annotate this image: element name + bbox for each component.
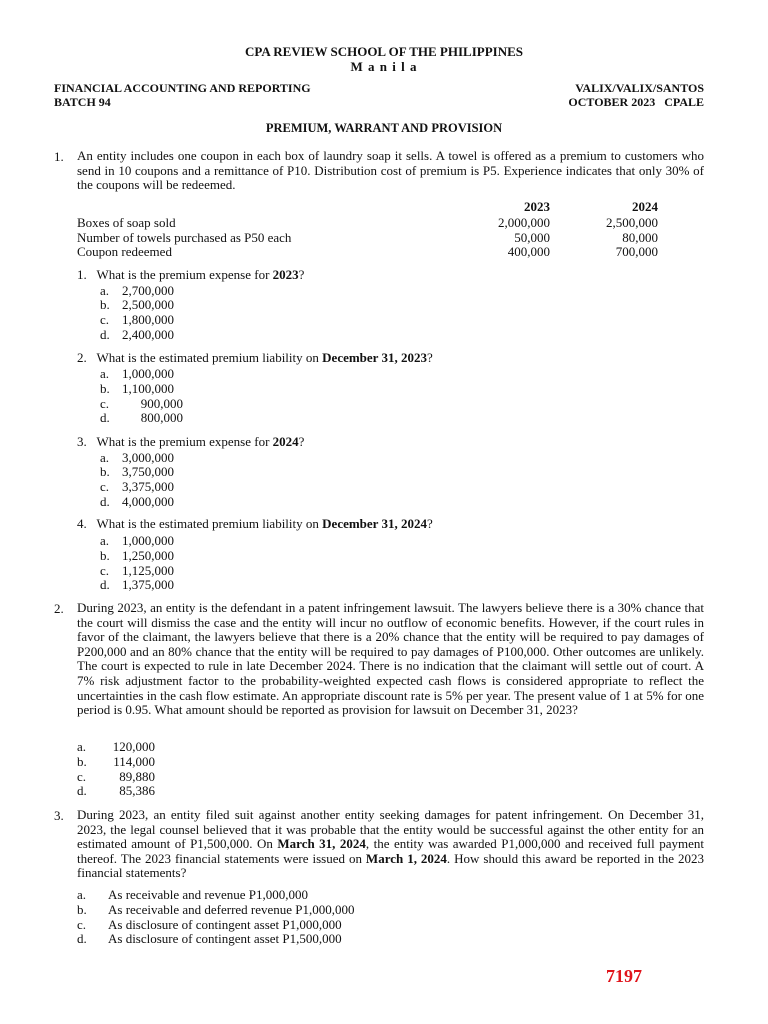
option-value: 1,375,000 <box>122 577 174 592</box>
option-value: As disclosure of contingent asset P1,000,000 <box>108 917 342 932</box>
answer-option[interactable] <box>100 464 174 480</box>
question-text-part: During 2023, an entity filed suit against another entity seeking damages for patent infringement. On December 31, 2023, the legal counsel believed that it was probable that the entity would be successful against the other entity for an estimated amount of P1,500,000. On <box>77 807 704 852</box>
option-letter: d. <box>100 410 110 425</box>
sub-question-emphasis: December 31, 2023 <box>322 350 427 365</box>
option-value: 3,375,000 <box>122 479 174 494</box>
option-value: 3,750,000 <box>122 464 174 479</box>
table-cell: 2,500,000 <box>606 215 658 230</box>
option-value: 1,250,000 <box>122 548 174 563</box>
answer-option[interactable] <box>100 577 174 593</box>
sub-question-number: 1. <box>77 267 87 282</box>
answer-option[interactable] <box>100 479 174 495</box>
option-value: 900,000 <box>140 396 183 411</box>
option-value: 1,000,000 <box>122 366 174 381</box>
option-value: 89,880 <box>119 769 155 784</box>
table-header-2024: 2024 <box>632 199 658 214</box>
answer-option[interactable] <box>100 297 174 313</box>
sub-question-mark: ? <box>426 516 433 531</box>
option-value: 1,800,000 <box>122 312 174 327</box>
question-text-part: . How should this award be reported in the 2023 financial statements? <box>77 850 704 881</box>
question-text: An entity includes one coupon in each box of laundry soap it sells. A towel is offered as a premium to customers who send in 10 coupons and a remittance of P10. Distribution cost of premium is P5. Experience indicates that only 30% of the coupons will be redeemed. <box>77 148 704 193</box>
answer-option[interactable] <box>100 533 174 549</box>
table-row-label: Boxes of soap sold <box>77 215 176 230</box>
option-value: As disclosure of contingent asset P1,500,000 <box>108 931 342 946</box>
sub-question-emphasis: 2024 <box>272 434 299 449</box>
sub-question-text: What is the estimated premium liability on <box>96 350 323 365</box>
option-value: 85,386 <box>119 783 155 798</box>
option-value: As receivable and deferred revenue P1,000,000 <box>108 902 355 917</box>
table-cell: 700,000 <box>615 244 658 259</box>
option-letter: d. <box>100 494 110 509</box>
question-number: 3. <box>54 808 64 823</box>
page-number: 7197 <box>606 966 642 986</box>
sub-question-text: What is the premium expense for <box>96 267 273 282</box>
sub-question-mark: ? <box>298 267 305 282</box>
answer-option[interactable] <box>100 381 174 397</box>
option-letter: b. <box>77 754 87 769</box>
option-value: 120,000 <box>112 739 155 754</box>
question-number: 2. <box>54 601 64 616</box>
option-letter: d. <box>77 931 87 946</box>
table-row-label: Number of towels purchased as P50 each <box>77 230 292 245</box>
sub-question-emphasis: December 31, 2024 <box>322 516 427 531</box>
option-value: 114,000 <box>113 754 155 769</box>
option-letter: d. <box>100 327 110 342</box>
sub-question-mark: ? <box>426 350 433 365</box>
option-letter: d. <box>100 577 110 592</box>
question-emphasis: March 31, 2024 <box>277 836 366 852</box>
table-cell: 80,000 <box>622 230 658 245</box>
answer-option[interactable] <box>100 327 174 343</box>
sub-question-number: 4. <box>77 516 87 531</box>
option-letter: b. <box>77 902 87 917</box>
option-letter: a. <box>100 533 110 548</box>
option-letter: b. <box>100 464 110 479</box>
table-cell: 50,000 <box>514 230 550 245</box>
option-value: 1,000,000 <box>122 533 174 548</box>
option-letter: c. <box>100 396 110 411</box>
option-value: 4,000,000 <box>122 494 174 509</box>
exam-date: OCTOBER 2023 CPALE <box>568 95 704 109</box>
city: M a n i l a <box>350 59 418 74</box>
option-letter: c. <box>77 917 87 932</box>
sub-question-number: 3. <box>77 434 87 449</box>
question-text: During 2023, an entity is the defendant in a patent infringement lawsuit. The lawyers believe there is a 30% chance that the court will dismiss the case and the entity will incur no outflow of economic benefits. However, if the court rules in favor of the claimant, the lawyers believe that there is a 20% chance that the entity will be required to pay damages of P200,000 and an 80% chance that the entity will be required to pay damages of P100,000. Other outcomes are unlikely. The court is expected to rule in late December 2024. There is no indication that the claimant will settle out of court. A 7% risk adjustment factor to the probability-weighted expected cash flows is considered appropriate to reflect the uncertainties in the cash flow estimate. An appropriate discount rate is 5% per year. The present value of 1 at 5% for one period is 0.95. What amount should be reported as provision for lawsuit on December 31, 2023? <box>77 600 704 718</box>
option-value: 1,100,000 <box>122 381 174 396</box>
answer-option[interactable] <box>100 548 174 564</box>
option-letter: c. <box>100 479 110 494</box>
answer-option[interactable] <box>77 739 155 755</box>
option-letter: b. <box>100 297 110 312</box>
sub-question-number: 2. <box>77 350 87 365</box>
table-header-2023: 2023 <box>524 199 550 214</box>
option-value: 800,000 <box>140 410 183 425</box>
option-value: 2,500,000 <box>122 297 174 312</box>
option-value: 2,400,000 <box>122 327 174 342</box>
subject: FINANCIAL ACCOUNTING AND REPORTING <box>54 81 311 95</box>
option-letter: b. <box>100 381 110 396</box>
answer-option[interactable] <box>77 931 342 947</box>
authors: VALIX/VALIX/SANTOS <box>575 81 704 95</box>
option-letter: b. <box>100 548 110 563</box>
topic-title: PREMIUM, WARRANT AND PROVISION <box>265 121 503 135</box>
option-letter: a. <box>100 366 110 381</box>
sub-question <box>77 267 304 283</box>
batch: BATCH 94 <box>54 95 111 109</box>
option-letter: a. <box>77 739 87 754</box>
answer-option[interactable] <box>77 887 308 903</box>
answer-option[interactable] <box>100 366 174 382</box>
option-letter: c. <box>100 563 110 578</box>
question-text-part: , the entity was awarded P1,000,000 and received full payment thereof. The 2023 financial statements were issued on <box>77 836 704 866</box>
answer-option[interactable] <box>100 410 183 426</box>
sub-question-text: What is the premium expense for <box>96 434 273 449</box>
school-title: CPA REVIEW SCHOOL OF THE PHILIPPINES <box>245 44 523 59</box>
option-letter: a. <box>100 283 110 298</box>
question-emphasis: March 1, 2024 <box>365 850 447 866</box>
answer-option[interactable] <box>77 754 155 770</box>
sub-question <box>77 516 433 532</box>
question-text <box>77 808 704 881</box>
option-letter: d. <box>77 783 87 798</box>
sub-question <box>77 350 433 366</box>
question-number: 1. <box>54 149 64 164</box>
option-letter: c. <box>100 312 110 327</box>
answer-option[interactable] <box>77 902 355 918</box>
option-value: 1,125,000 <box>122 563 174 578</box>
option-value: 2,700,000 <box>122 283 174 298</box>
sub-question-emphasis: 2023 <box>272 267 299 282</box>
option-letter: c. <box>77 769 87 784</box>
option-letter: a. <box>77 887 87 902</box>
sub-question <box>77 434 304 450</box>
answer-option[interactable] <box>100 494 174 510</box>
option-value: As receivable and revenue P1,000,000 <box>108 887 308 902</box>
table-row-label: Coupon redeemed <box>77 244 172 259</box>
option-value: 3,000,000 <box>122 450 174 465</box>
answer-option[interactable] <box>77 783 155 799</box>
sub-question-mark: ? <box>298 434 305 449</box>
table-cell: 400,000 <box>507 244 550 259</box>
table-cell: 2,000,000 <box>498 215 550 230</box>
option-letter: a. <box>100 450 110 465</box>
sub-question-text: What is the estimated premium liability on <box>96 516 323 531</box>
answer-option[interactable] <box>100 312 174 328</box>
